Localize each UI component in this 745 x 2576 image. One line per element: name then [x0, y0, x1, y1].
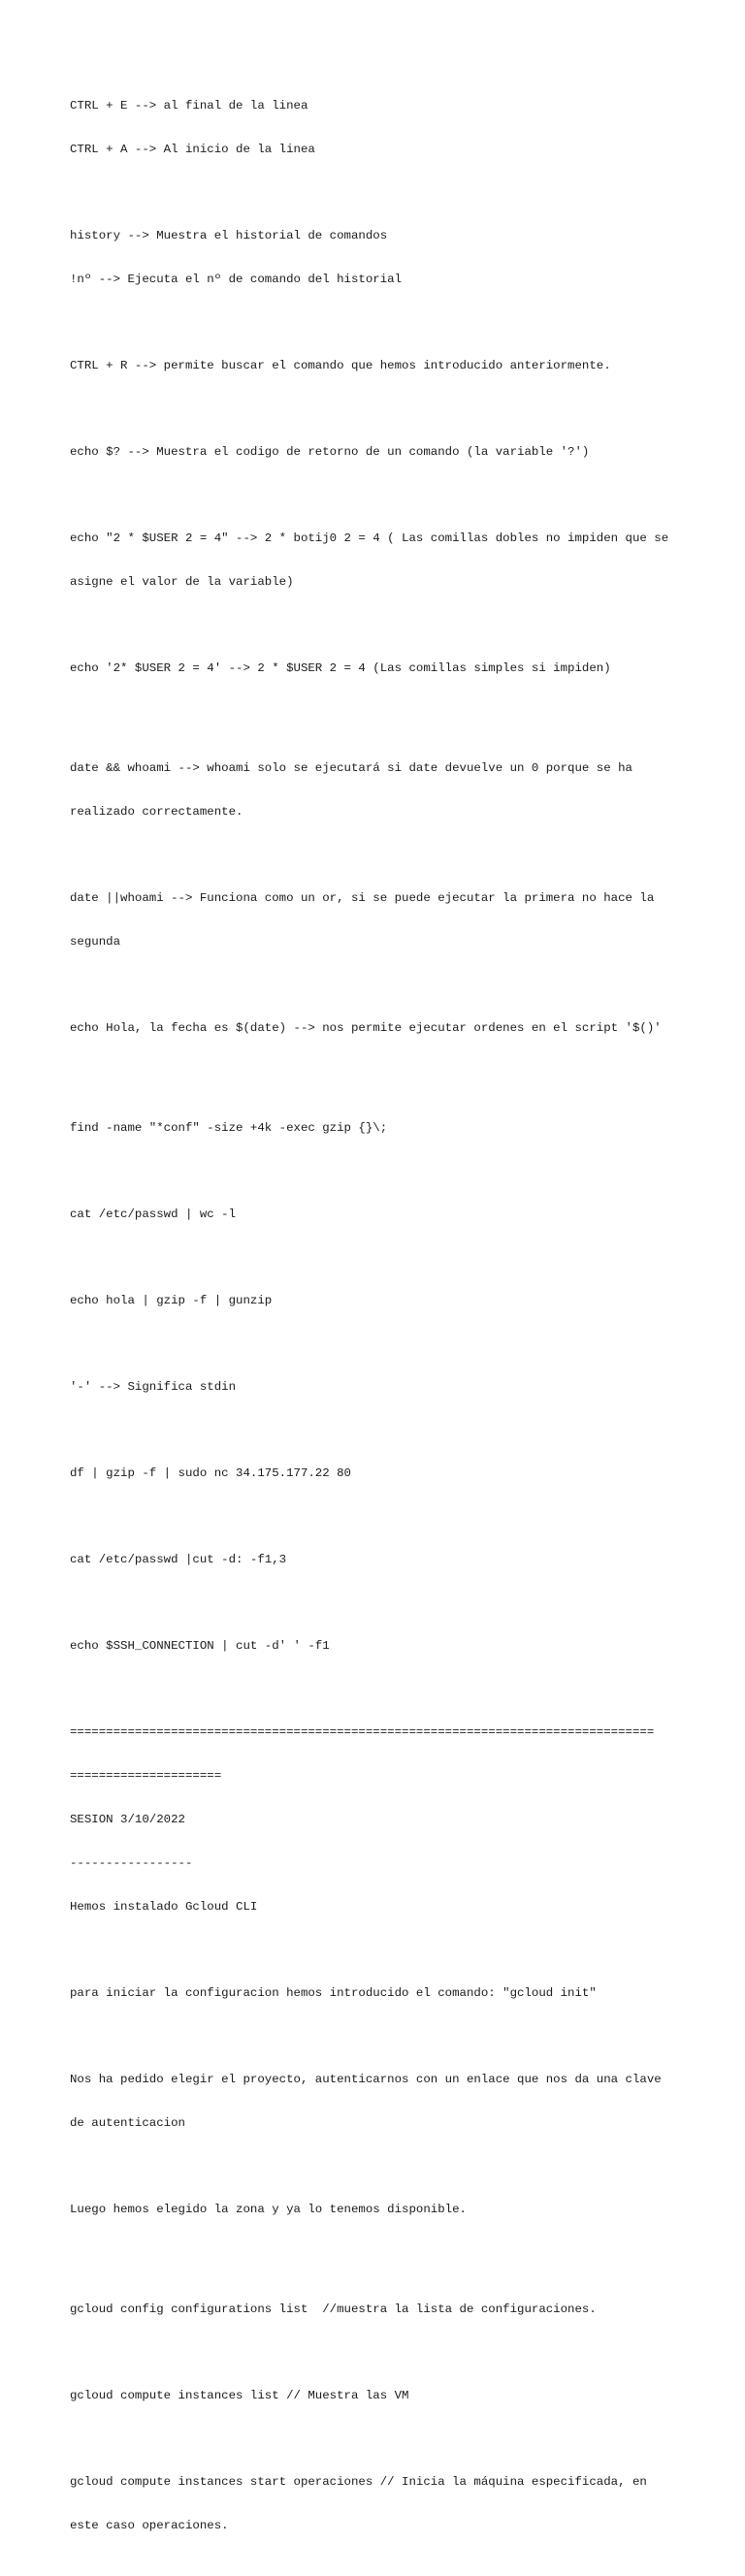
- text-line: segunda: [70, 935, 121, 949]
- text-line: gcloud compute instances start operaciones // Inicia la máquina especificada, en: [70, 2475, 647, 2489]
- text-line: echo $SSH_CONNECTION | cut -d' ' -f1: [70, 1639, 330, 1653]
- text-line: !nº --> Ejecuta el nº de comando del historial: [70, 273, 403, 286]
- history-notes: [70, 200, 681, 316]
- text-line: history --> Muestra el historial de comandos: [70, 229, 388, 242]
- text-line: gcloud compute instances list // Muestra las VM: [70, 2389, 409, 2402]
- instances-start-command: [70, 2446, 681, 2562]
- double-quotes-note: [70, 502, 681, 619]
- text-line: cat /etc/passwd | wc -l: [70, 1208, 237, 1221]
- separator-line: =====================: [70, 1769, 222, 1783]
- auth-note: [70, 2044, 681, 2160]
- gcloud-init-note: [70, 1957, 681, 2030]
- stdin-note: [70, 1351, 681, 1424]
- text-line: este caso operaciones.: [70, 2519, 229, 2532]
- session-title: SESION 3/10/2022: [70, 1813, 185, 1826]
- text-line: asigne el valor de la variable): [70, 575, 294, 589]
- text-line: find -name "*conf" -size +4k -exec gzip {}\;: [70, 1121, 388, 1135]
- text-line: cat /etc/passwd |cut -d: -f1,3: [70, 1553, 287, 1566]
- text-line: realizado correctamente.: [70, 805, 243, 819]
- nc-command: [70, 1437, 681, 1510]
- text-line: Luego hemos elegido la zona y ya lo tenemos disponible.: [70, 2203, 467, 2216]
- text-line: Hemos instalado Gcloud CLI: [70, 1900, 258, 1914]
- separator-line: =================================================================================: [70, 1725, 655, 1739]
- text-line: echo $? --> Muestra el codigo de retorno de un comando (la variable '?'): [70, 445, 590, 459]
- text-line: CTRL + A --> Al inicio de la linea: [70, 143, 315, 156]
- text-line: de autenticacion: [70, 2116, 185, 2130]
- find-command: [70, 1092, 681, 1165]
- text-line: date && whoami --> whoami solo se ejecutará si date devuelve un 0 porque se ha: [70, 761, 632, 775]
- document-page: [70, 70, 681, 2576]
- text-line: para iniciar la configuracion hemos introducido el comando: "gcloud init": [70, 1986, 597, 2000]
- ctrl-r-note: [70, 330, 681, 402]
- zone-note: [70, 2174, 681, 2246]
- wc-command: [70, 1178, 681, 1251]
- text-line: CTRL + R --> permite buscar el comando que hemos introducido anteriormente.: [70, 359, 611, 372]
- text-line: echo "2 * $USER 2 = 4" --> 2 * botij0 2 = 4 ( Las comillas dobles no impiden que se: [70, 531, 669, 545]
- single-quotes-note: [70, 632, 681, 705]
- text-line: echo hola | gzip -f | gunzip: [70, 1294, 273, 1307]
- text-line: df | gzip -f | sudo nc 34.175.177.22 80: [70, 1466, 351, 1480]
- text-line: date ||whoami --> Funciona como un or, si se puede ejecutar la primera no hace la: [70, 891, 655, 905]
- return-code-note: [70, 416, 681, 489]
- configurations-list-command: [70, 2273, 681, 2346]
- or-operator-note: [70, 862, 681, 979]
- instances-list-command: [70, 2360, 681, 2432]
- ssh-connection-command: [70, 1610, 681, 1683]
- and-operator-note: [70, 732, 681, 849]
- text-line: gcloud config configurations list //muestra la lista de configuraciones.: [70, 2302, 597, 2316]
- shortcut-notes: [70, 70, 681, 186]
- cut-command: [70, 1524, 681, 1596]
- text-line: echo '2* $USER 2 = 4' --> 2 * $USER 2 = 4 (Las comillas simples si impiden): [70, 661, 611, 675]
- gzip-command: [70, 1265, 681, 1337]
- text-line: CTRL + E --> al final de la linea: [70, 99, 308, 113]
- separator-line: -----------------: [70, 1856, 193, 1870]
- text-line: '-' --> Significa stdin: [70, 1380, 237, 1394]
- command-substitution-note: [70, 992, 681, 1065]
- text-line: echo Hola, la fecha es $(date) --> nos permite ejecutar ordenes en el script '$()': [70, 1021, 662, 1035]
- session-header: [70, 1696, 681, 1944]
- text-line: Nos ha pedido elegir el proyecto, autenticarnos con un enlace que nos da una clave: [70, 2073, 662, 2086]
